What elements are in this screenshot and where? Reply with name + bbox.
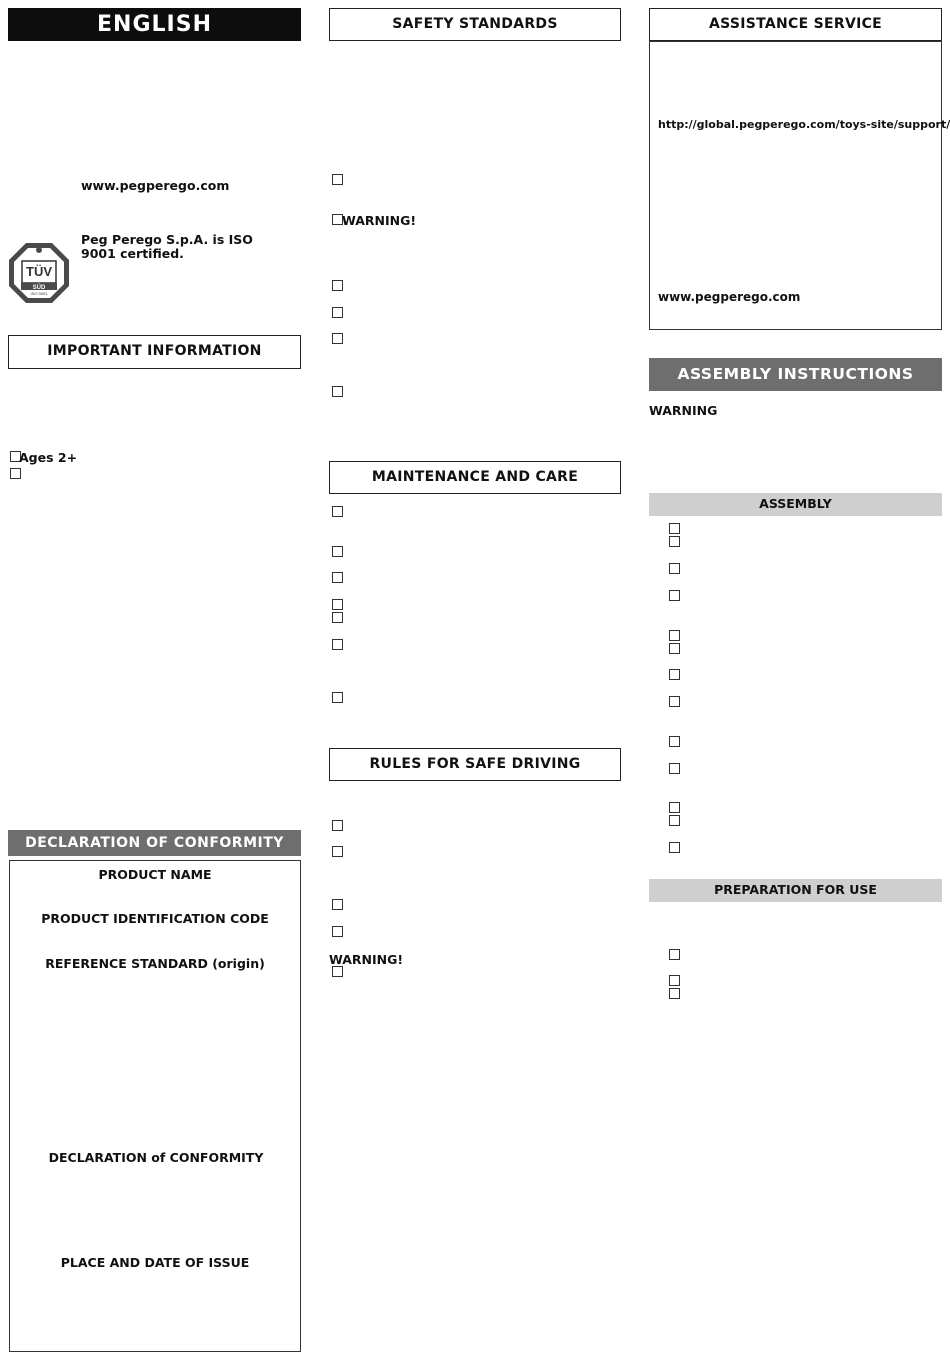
assistance-website-link[interactable]: www.pegperego.com [658, 290, 801, 304]
maintenance-care-title: MAINTENANCE AND CARE [329, 461, 621, 494]
figure-ref-icon [332, 966, 343, 977]
important-information-title: IMPORTANT INFORMATION [8, 335, 301, 369]
figure-ref-icon [669, 975, 680, 986]
tuv-logo-sud: SÜD [32, 285, 46, 291]
reference-standard-label: REFERENCE STANDARD (origin) [45, 956, 265, 971]
figure-ref-icon [332, 599, 343, 610]
figure-ref-icon [332, 612, 343, 623]
product-name-label: PRODUCT NAME [98, 867, 212, 882]
figure-ref-icon [332, 506, 343, 517]
place-date-label: PLACE AND DATE OF ISSUE [60, 1255, 250, 1270]
safety-standards-title: SAFETY STANDARDS [329, 8, 621, 41]
preparation-for-use-title: PREPARATION FOR USE [649, 879, 942, 902]
website-link[interactable]: www.pegperego.com [81, 178, 230, 193]
figure-ref-icon [332, 846, 343, 857]
figure-ref-icon [669, 536, 680, 547]
safe-driving-rules-title: RULES FOR SAFE DRIVING [329, 748, 621, 781]
figure-ref-icon [332, 307, 343, 318]
figure-ref-icon [669, 842, 680, 853]
assembly-instructions-title: ASSEMBLY INSTRUCTIONS [649, 358, 942, 391]
figure-ref-icon [332, 899, 343, 910]
assistance-box [649, 41, 950, 330]
figure-ref-icon [669, 643, 680, 654]
tuv-logo-iso: ISO 9001 [30, 291, 48, 296]
assistance-service-title: ASSISTANCE SERVICE [649, 8, 942, 41]
driving-warning-label: WARNING! [329, 952, 404, 967]
figure-ref-icon [669, 696, 680, 707]
figure-ref-icon [332, 280, 343, 291]
ages-label: Ages 2+ [19, 450, 78, 465]
figure-ref-icon [669, 563, 680, 574]
figure-ref-icon [332, 692, 343, 703]
figure-ref-icon [669, 523, 680, 534]
language-title: ENGLISH [8, 8, 301, 41]
figure-ref-icon [332, 926, 343, 937]
figure-ref-icon [669, 590, 680, 601]
product-code-label: PRODUCT IDENTIFICATION CODE [41, 911, 269, 926]
figure-ref-icon [669, 815, 680, 826]
declaration-of-conformity-title: DECLARATION OF CONFORMITY [8, 830, 301, 856]
figure-ref-icon [669, 630, 680, 641]
assembly-warning-label: WARNING [649, 403, 718, 418]
declaration-box [9, 860, 301, 1352]
figure-ref-icon [332, 546, 343, 557]
tuv-logo-text: TÜV [26, 264, 52, 279]
assembly-title: ASSEMBLY [649, 493, 942, 516]
tuv-certification-icon [8, 242, 70, 304]
figure-ref-icon [332, 174, 343, 185]
iso-certification-text: Peg Perego S.p.A. is ISO 9001 certified. [81, 232, 253, 261]
safety-warning-label: WARNING! [342, 213, 417, 228]
figure-ref-icon [669, 802, 680, 813]
figure-ref-icon [332, 639, 343, 650]
figure-ref-icon [669, 669, 680, 680]
figure-ref-icon [332, 572, 343, 583]
support-url-link[interactable]: http://global.pegperego.com/toys-site/support/ [658, 118, 950, 131]
figure-ref-icon [332, 386, 343, 397]
figure-ref-icon [669, 736, 680, 747]
figure-ref-icon [669, 988, 680, 999]
declaration-label: DECLARATION of CONFORMITY [48, 1150, 264, 1165]
figure-ref-icon [669, 763, 680, 774]
figure-ref-icon [10, 468, 21, 479]
figure-ref-icon [332, 333, 343, 344]
figure-ref-icon [332, 820, 343, 831]
figure-ref-icon [669, 949, 680, 960]
